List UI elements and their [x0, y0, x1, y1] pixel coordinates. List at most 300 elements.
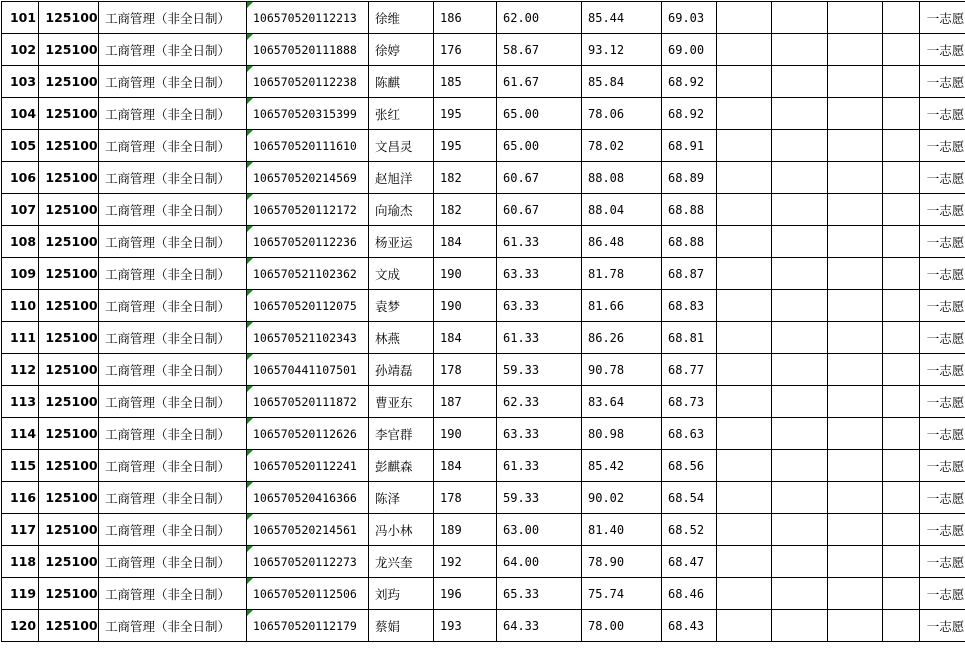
initial-score-cell: 195: [434, 98, 497, 130]
empty-cell: [772, 98, 828, 130]
cell-marker-icon: [247, 514, 253, 520]
cell-marker-icon: [247, 66, 253, 72]
exam-number-text: 106570520112236: [253, 234, 357, 249]
cell-marker-icon: [247, 450, 253, 456]
empty-cell: [772, 482, 828, 514]
empty-cell: [772, 66, 828, 98]
empty-cell: [828, 514, 883, 546]
empty-cell: [883, 226, 920, 258]
empty-cell: [772, 194, 828, 226]
exam-number-text: 106570441107501: [253, 362, 357, 377]
preference-note-cell: 一志愿: [920, 98, 965, 130]
converted-initial-score-cell: 64.00: [497, 546, 582, 578]
initial-score-cell: 187: [434, 386, 497, 418]
empty-cell: [772, 578, 828, 610]
preference-note-cell: 一志愿: [920, 386, 965, 418]
total-score-cell: 68.83: [662, 290, 717, 322]
empty-cell: [717, 66, 772, 98]
major-name-cell: 工商管理（非全日制）: [99, 322, 247, 354]
table-row: [2, 450, 965, 482]
total-score-cell: 68.77: [662, 354, 717, 386]
cell-marker-icon: [247, 322, 253, 328]
empty-cell: [883, 290, 920, 322]
total-score-cell: 68.56: [662, 450, 717, 482]
major-name-cell: 工商管理（非全日制）: [99, 386, 247, 418]
total-score-cell: 69.03: [662, 2, 717, 34]
total-score-cell: 68.43: [662, 610, 717, 642]
initial-score-cell: 196: [434, 578, 497, 610]
empty-cell: [883, 514, 920, 546]
empty-cell: [828, 610, 883, 642]
initial-score-cell: 195: [434, 130, 497, 162]
candidate-name-cell: 文成: [369, 258, 434, 290]
exam-number-text: 106570521102362: [253, 266, 357, 281]
converted-initial-score-cell: 62.33: [497, 386, 582, 418]
empty-cell: [883, 610, 920, 642]
initial-score-cell: 190: [434, 290, 497, 322]
table-row: [2, 226, 965, 258]
table-row: [2, 322, 965, 354]
empty-cell: [883, 66, 920, 98]
cell-marker-icon: [247, 258, 253, 264]
retest-score-cell: 85.84: [582, 66, 662, 98]
preference-note-cell: 一志愿: [920, 34, 965, 66]
major-name-cell: 工商管理（非全日制）: [99, 546, 247, 578]
table-row: [2, 418, 965, 450]
retest-score-cell: 88.04: [582, 194, 662, 226]
converted-initial-score-cell: 65.33: [497, 578, 582, 610]
major-code-cell: 125100: [39, 258, 99, 290]
exam-number-cell: [247, 514, 369, 546]
empty-cell: [772, 514, 828, 546]
empty-cell: [883, 578, 920, 610]
major-name-cell: 工商管理（非全日制）: [99, 482, 247, 514]
table-row: [2, 290, 965, 322]
major-name-cell: 工商管理（非全日制）: [99, 610, 247, 642]
empty-cell: [717, 610, 772, 642]
major-code-cell: 125100: [39, 290, 99, 322]
empty-cell: [772, 258, 828, 290]
exam-number-text: 106570520214561: [253, 522, 357, 537]
empty-cell: [772, 450, 828, 482]
exam-number-cell: [247, 354, 369, 386]
empty-cell: [828, 322, 883, 354]
row-number-cell: 113: [2, 386, 39, 418]
table-row: [2, 386, 965, 418]
empty-cell: [717, 290, 772, 322]
preference-note-cell: 一志愿: [920, 354, 965, 386]
major-name-cell: 工商管理（非全日制）: [99, 66, 247, 98]
empty-cell: [828, 482, 883, 514]
empty-cell: [717, 322, 772, 354]
converted-initial-score-cell: 65.00: [497, 130, 582, 162]
empty-cell: [883, 98, 920, 130]
major-name-cell: 工商管理（非全日制）: [99, 290, 247, 322]
exam-number-text: 106570520315399: [253, 106, 357, 121]
candidate-name-cell: 赵旭洋: [369, 162, 434, 194]
row-number-cell: 114: [2, 418, 39, 450]
cell-marker-icon: [247, 578, 253, 584]
row-number-cell: 118: [2, 546, 39, 578]
preference-note-cell: 一志愿: [920, 322, 965, 354]
row-number-cell: 110: [2, 290, 39, 322]
cell-marker-icon: [247, 34, 253, 40]
row-number-cell: 101: [2, 2, 39, 34]
preference-note-cell: 一志愿: [920, 610, 965, 642]
row-number-cell: 106: [2, 162, 39, 194]
empty-cell: [717, 194, 772, 226]
row-number-cell: 109: [2, 258, 39, 290]
table-row: [2, 130, 965, 162]
row-number-cell: 116: [2, 482, 39, 514]
candidate-name-cell: 陈泽: [369, 482, 434, 514]
candidate-name-cell: 向瑜杰: [369, 194, 434, 226]
preference-note-cell: 一志愿: [920, 258, 965, 290]
empty-cell: [883, 130, 920, 162]
major-code-cell: 125100: [39, 226, 99, 258]
cell-marker-icon: [247, 130, 253, 136]
total-score-cell: 68.81: [662, 322, 717, 354]
exam-number-cell: [247, 386, 369, 418]
converted-initial-score-cell: 58.67: [497, 34, 582, 66]
total-score-cell: 68.87: [662, 258, 717, 290]
row-number-cell: 115: [2, 450, 39, 482]
empty-cell: [883, 34, 920, 66]
empty-cell: [717, 546, 772, 578]
initial-score-cell: 189: [434, 514, 497, 546]
exam-number-text: 106570520112179: [253, 618, 357, 633]
retest-score-cell: 83.64: [582, 386, 662, 418]
exam-number-cell: [247, 130, 369, 162]
converted-initial-score-cell: 61.33: [497, 226, 582, 258]
table-row: [2, 258, 965, 290]
major-name-cell: 工商管理（非全日制）: [99, 226, 247, 258]
preference-note-cell: 一志愿: [920, 162, 965, 194]
empty-cell: [772, 2, 828, 34]
empty-cell: [717, 578, 772, 610]
table-row: [2, 194, 965, 226]
initial-score-cell: 192: [434, 546, 497, 578]
total-score-cell: 68.92: [662, 98, 717, 130]
empty-cell: [717, 2, 772, 34]
row-number-cell: 104: [2, 98, 39, 130]
empty-cell: [828, 354, 883, 386]
major-code-cell: 125100: [39, 162, 99, 194]
empty-cell: [772, 290, 828, 322]
major-code-cell: 125100: [39, 130, 99, 162]
cell-marker-icon: [247, 98, 253, 104]
empty-cell: [717, 514, 772, 546]
retest-score-cell: 86.26: [582, 322, 662, 354]
major-code-cell: 125100: [39, 386, 99, 418]
retest-score-cell: 81.66: [582, 290, 662, 322]
candidate-name-cell: 蔡娟: [369, 610, 434, 642]
major-name-cell: 工商管理（非全日制）: [99, 418, 247, 450]
cell-marker-icon: [247, 194, 253, 200]
total-score-cell: 68.88: [662, 226, 717, 258]
empty-cell: [828, 66, 883, 98]
row-number-cell: 107: [2, 194, 39, 226]
converted-initial-score-cell: 61.33: [497, 322, 582, 354]
exam-number-text: 106570521102343: [253, 330, 357, 345]
empty-cell: [828, 34, 883, 66]
row-number-cell: 103: [2, 66, 39, 98]
candidate-name-cell: 杨亚运: [369, 226, 434, 258]
preference-note-cell: 一志愿: [920, 546, 965, 578]
exam-number-text: 106570520112238: [253, 74, 357, 89]
converted-initial-score-cell: 59.33: [497, 482, 582, 514]
row-number-cell: 111: [2, 322, 39, 354]
major-code-cell: 125100: [39, 450, 99, 482]
candidate-name-cell: 文昌灵: [369, 130, 434, 162]
row-number-cell: 117: [2, 514, 39, 546]
total-score-cell: 68.73: [662, 386, 717, 418]
total-score-cell: 68.89: [662, 162, 717, 194]
initial-score-cell: 190: [434, 418, 497, 450]
initial-score-cell: 186: [434, 2, 497, 34]
preference-note-cell: 一志愿: [920, 66, 965, 98]
major-name-cell: 工商管理（非全日制）: [99, 162, 247, 194]
empty-cell: [772, 34, 828, 66]
major-code-cell: 125100: [39, 354, 99, 386]
exam-number-cell: [247, 2, 369, 34]
exam-number-cell: [247, 322, 369, 354]
empty-cell: [828, 258, 883, 290]
empty-cell: [772, 130, 828, 162]
preference-note-cell: 一志愿: [920, 2, 965, 34]
major-code-cell: 125100: [39, 98, 99, 130]
empty-cell: [772, 322, 828, 354]
exam-number-cell: [247, 226, 369, 258]
preference-note-cell: 一志愿: [920, 290, 965, 322]
table-row: [2, 482, 965, 514]
cell-marker-icon: [247, 546, 253, 552]
exam-number-cell: [247, 162, 369, 194]
exam-number-text: 106570520112506: [253, 586, 357, 601]
empty-cell: [772, 354, 828, 386]
row-number-cell: 108: [2, 226, 39, 258]
empty-cell: [717, 226, 772, 258]
exam-number-text: 106570520111888: [253, 42, 357, 57]
retest-score-cell: 90.02: [582, 482, 662, 514]
cell-marker-icon: [247, 418, 253, 424]
candidate-name-cell: 张红: [369, 98, 434, 130]
exam-number-cell: [247, 546, 369, 578]
initial-score-cell: 184: [434, 450, 497, 482]
preference-note-cell: 一志愿: [920, 130, 965, 162]
exam-number-cell: [247, 418, 369, 450]
empty-cell: [772, 546, 828, 578]
major-code-cell: 125100: [39, 66, 99, 98]
table-row: [2, 98, 965, 130]
preference-note-cell: 一志愿: [920, 226, 965, 258]
empty-cell: [883, 482, 920, 514]
empty-cell: [883, 194, 920, 226]
empty-cell: [772, 610, 828, 642]
total-score-cell: 68.46: [662, 578, 717, 610]
empty-cell: [883, 322, 920, 354]
major-name-cell: 工商管理（非全日制）: [99, 258, 247, 290]
exam-number-cell: [247, 194, 369, 226]
empty-cell: [883, 386, 920, 418]
converted-initial-score-cell: 60.67: [497, 194, 582, 226]
retest-score-cell: 86.48: [582, 226, 662, 258]
empty-cell: [828, 578, 883, 610]
row-number-cell: 112: [2, 354, 39, 386]
table-row: [2, 546, 965, 578]
major-code-cell: 125100: [39, 546, 99, 578]
retest-score-cell: 78.90: [582, 546, 662, 578]
empty-cell: [828, 162, 883, 194]
candidate-name-cell: 彭麒森: [369, 450, 434, 482]
major-code-cell: 125100: [39, 34, 99, 66]
retest-score-cell: 78.02: [582, 130, 662, 162]
cell-marker-icon: [247, 2, 253, 8]
table-row: [2, 514, 965, 546]
empty-cell: [717, 386, 772, 418]
major-code-cell: 125100: [39, 194, 99, 226]
major-name-cell: 工商管理（非全日制）: [99, 514, 247, 546]
major-code-cell: 125100: [39, 514, 99, 546]
cell-marker-icon: [247, 354, 253, 360]
initial-score-cell: 185: [434, 66, 497, 98]
empty-cell: [717, 482, 772, 514]
empty-cell: [883, 546, 920, 578]
major-name-cell: 工商管理（非全日制）: [99, 34, 247, 66]
candidate-name-cell: 孙靖磊: [369, 354, 434, 386]
initial-score-cell: 182: [434, 162, 497, 194]
empty-cell: [717, 98, 772, 130]
empty-cell: [828, 226, 883, 258]
empty-cell: [717, 450, 772, 482]
major-code-cell: 125100: [39, 578, 99, 610]
exam-number-text: 106570520111872: [253, 394, 357, 409]
empty-cell: [772, 386, 828, 418]
row-number-cell: 120: [2, 610, 39, 642]
retest-score-cell: 75.74: [582, 578, 662, 610]
exam-number-cell: [247, 482, 369, 514]
total-score-cell: 68.47: [662, 546, 717, 578]
table-row: [2, 34, 965, 66]
retest-score-cell: 81.40: [582, 514, 662, 546]
major-name-cell: 工商管理（非全日制）: [99, 130, 247, 162]
empty-cell: [772, 226, 828, 258]
major-name-cell: 工商管理（非全日制）: [99, 194, 247, 226]
empty-cell: [717, 258, 772, 290]
retest-score-cell: 78.06: [582, 98, 662, 130]
exam-number-cell: [247, 450, 369, 482]
candidate-name-cell: 刘玙: [369, 578, 434, 610]
retest-score-cell: 81.78: [582, 258, 662, 290]
initial-score-cell: 190: [434, 258, 497, 290]
candidate-name-cell: 林燕: [369, 322, 434, 354]
exam-number-text: 106570520214569: [253, 170, 357, 185]
empty-cell: [772, 418, 828, 450]
converted-initial-score-cell: 65.00: [497, 98, 582, 130]
empty-cell: [717, 130, 772, 162]
converted-initial-score-cell: 62.00: [497, 2, 582, 34]
initial-score-cell: 178: [434, 482, 497, 514]
exam-number-text: 106570520112213: [253, 10, 357, 25]
retest-score-cell: 80.98: [582, 418, 662, 450]
exam-number-cell: [247, 578, 369, 610]
row-number-cell: 105: [2, 130, 39, 162]
major-name-cell: 工商管理（非全日制）: [99, 450, 247, 482]
total-score-cell: 68.88: [662, 194, 717, 226]
preference-note-cell: 一志愿: [920, 482, 965, 514]
exam-number-text: 106570520112273: [253, 554, 357, 569]
empty-cell: [717, 34, 772, 66]
converted-initial-score-cell: 63.00: [497, 514, 582, 546]
exam-number-cell: [247, 98, 369, 130]
total-score-cell: 69.00: [662, 34, 717, 66]
cell-marker-icon: [247, 482, 253, 488]
row-number-cell: 102: [2, 34, 39, 66]
major-code-cell: 125100: [39, 418, 99, 450]
empty-cell: [828, 546, 883, 578]
empty-cell: [828, 290, 883, 322]
exam-number-text: 106570520112172: [253, 202, 357, 217]
empty-cell: [828, 130, 883, 162]
converted-initial-score-cell: 60.67: [497, 162, 582, 194]
empty-cell: [883, 418, 920, 450]
major-code-cell: 125100: [39, 610, 99, 642]
table-body: [2, 2, 965, 642]
total-score-cell: 68.63: [662, 418, 717, 450]
exam-number-text: 106570520112075: [253, 298, 357, 313]
major-code-cell: 125100: [39, 482, 99, 514]
exam-number-text: 106570520112241: [253, 458, 357, 473]
cell-marker-icon: [247, 610, 253, 616]
major-name-cell: 工商管理（非全日制）: [99, 578, 247, 610]
candidate-name-cell: 龙兴奎: [369, 546, 434, 578]
preference-note-cell: 一志愿: [920, 578, 965, 610]
major-name-cell: 工商管理（非全日制）: [99, 2, 247, 34]
exam-number-cell: [247, 258, 369, 290]
exam-number-text: 106570520112626: [253, 426, 357, 441]
empty-cell: [772, 162, 828, 194]
exam-number-cell: [247, 66, 369, 98]
exam-number-cell: [247, 290, 369, 322]
empty-cell: [717, 162, 772, 194]
candidate-name-cell: 冯小林: [369, 514, 434, 546]
converted-initial-score-cell: 64.33: [497, 610, 582, 642]
converted-initial-score-cell: 59.33: [497, 354, 582, 386]
total-score-cell: 68.52: [662, 514, 717, 546]
empty-cell: [883, 162, 920, 194]
candidate-name-cell: 徐婷: [369, 34, 434, 66]
major-name-cell: 工商管理（非全日制）: [99, 98, 247, 130]
cell-marker-icon: [247, 226, 253, 232]
exam-number-cell: [247, 610, 369, 642]
preference-note-cell: 一志愿: [920, 514, 965, 546]
table-row: [2, 66, 965, 98]
candidate-name-cell: 陈麒: [369, 66, 434, 98]
retest-score-cell: 93.12: [582, 34, 662, 66]
exam-number-text: 106570520111610: [253, 138, 357, 153]
initial-score-cell: 193: [434, 610, 497, 642]
initial-score-cell: 178: [434, 354, 497, 386]
table-row: [2, 610, 965, 642]
empty-cell: [828, 386, 883, 418]
empty-cell: [883, 450, 920, 482]
empty-cell: [717, 354, 772, 386]
empty-cell: [883, 354, 920, 386]
exam-number-cell: [247, 34, 369, 66]
table-row: [2, 2, 965, 34]
converted-initial-score-cell: 63.33: [497, 258, 582, 290]
initial-score-cell: 184: [434, 322, 497, 354]
